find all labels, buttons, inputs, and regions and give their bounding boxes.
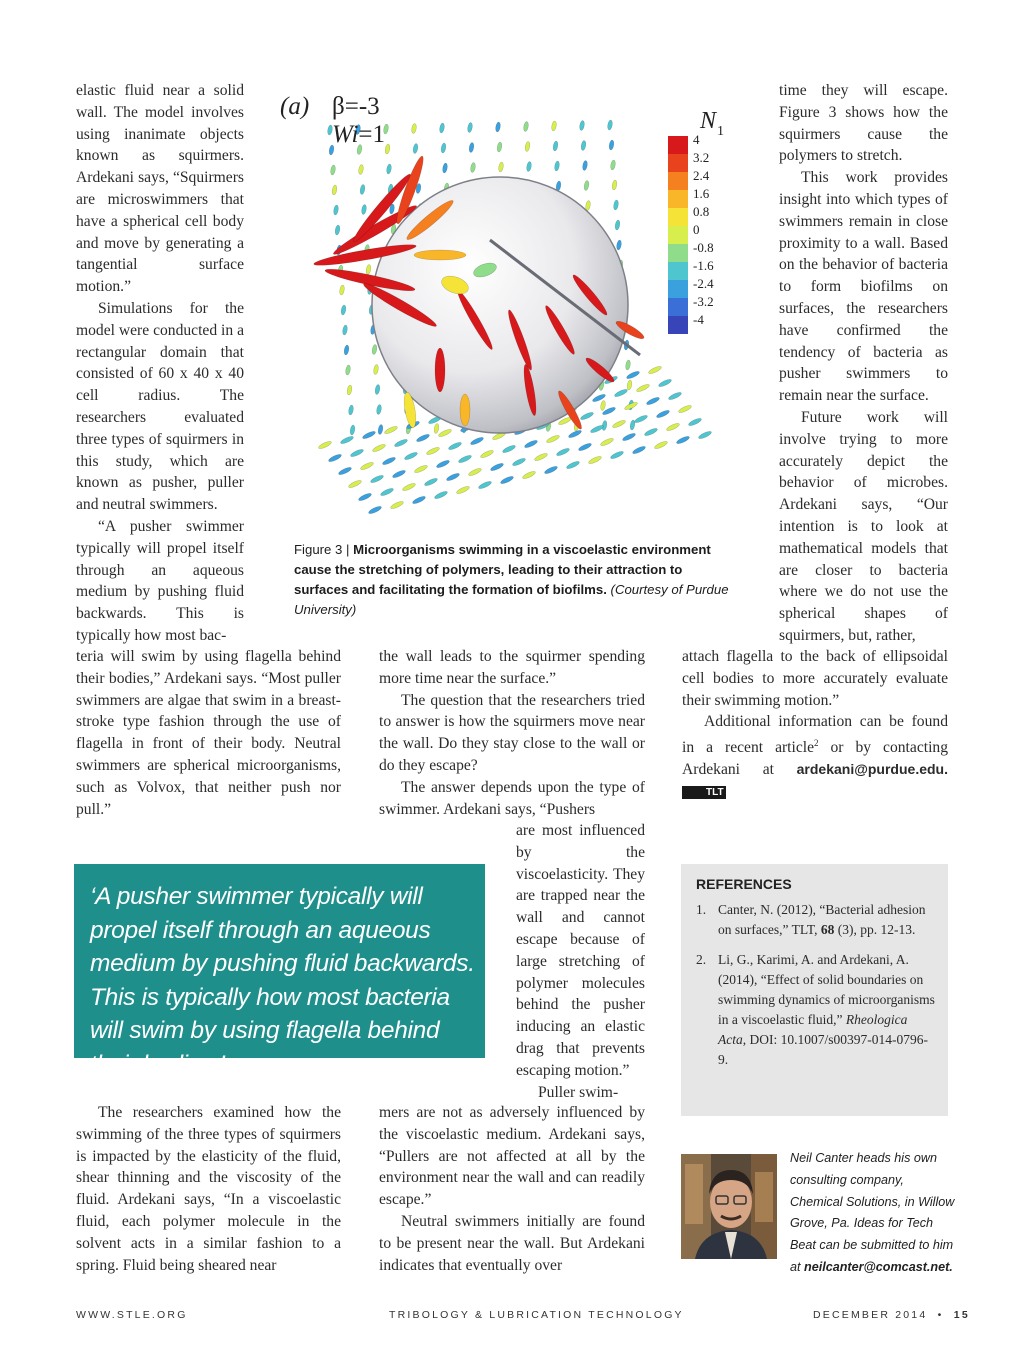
polymer-ellipsoid — [411, 123, 417, 134]
polymer-ellipsoid — [580, 140, 586, 151]
polymer-ellipsoid — [622, 432, 637, 442]
polymer-ellipsoid — [625, 360, 631, 371]
polymer-ellipsoid — [632, 445, 647, 455]
polymer-ellipsoid — [656, 409, 671, 419]
polymer-ellipsoid — [614, 220, 620, 231]
polymer-ellipsoid — [426, 446, 441, 456]
polymer-ellipsoid — [339, 285, 345, 296]
polymer-ellipsoid — [333, 205, 339, 216]
paragraph: Simulations for the model were conducted in a rectangular domain that consisted of 60 x 40 x 40 cell radius. The researchers evaluated three types of squirmers in this study, which are known as pusher, puller and neutral swimmers. — [76, 299, 244, 514]
polymer-ellipsoid — [502, 444, 517, 454]
paragraph: are most influenced by the viscoelasticity. They are trapped near the wall and cannot escape because of large stretching of polymer molecules behind the pusher inducing an elastic drag that prevents escaping motion.” — [516, 822, 645, 1079]
colorbar-swatch — [668, 136, 688, 154]
polymer-ellipsoid — [498, 162, 504, 173]
colorbar-tick-label: -4 — [693, 312, 704, 327]
caption-title: Microorganisms swimming in a viscoelastic environment cause the stretching of polymers, leading to their attraction to surfaces and facilitating the formation of biofilms. — [294, 542, 711, 597]
polymer-ellipsoid — [424, 477, 439, 487]
polymer-ellipsoid — [512, 457, 527, 467]
reference-item: 2. Li, G., Karimi, A. and Ardekani, A. (2014), “Effect of solid boundaries on swimming dynamics of microorganisms in a viscoelastic fluid,” Rheologica Acta, DOI: 10.1007/s00397-014-0796-9. — [696, 952, 935, 1067]
right-column-bottom — [682, 646, 948, 803]
polymer-ellipsoid — [390, 500, 405, 510]
polymer-ellipsoid — [433, 423, 439, 434]
polymer-ellipsoid — [412, 143, 418, 154]
polymer-ellipsoid — [392, 469, 407, 479]
polymer-ellipsoid — [500, 475, 515, 485]
polymer-ellipsoid — [688, 417, 703, 427]
colorbar-tick-label: 3.2 — [693, 150, 710, 165]
colorbar-tick-label: 4 — [693, 132, 700, 147]
polymer-ellipsoid — [654, 440, 669, 450]
polymer-ellipsoid — [345, 365, 351, 376]
polymer-ellipsoid — [402, 482, 417, 492]
colorbar-swatch — [668, 226, 688, 244]
polymer-ellipsoid — [412, 495, 427, 505]
paragraph: mers are not as adversely influenced by the viscoelastic medium. Ardekani says, “Pullers are not affected at all by the environment near the wall and can readily escape.” — [379, 1104, 645, 1209]
polymer-ellipsoid — [362, 430, 377, 440]
paragraph: The researchers examined how the swimming of the three types of squirmers is impacted by the elasticity of the fluid, shear thinning and the viscosity of the fluid. Ardekani says, “In a viscoelastic fluid, each polymer molecule in the solvent acts in a similar fashion to a spring. Fluid being sheared near — [76, 1104, 341, 1274]
middle-column-top — [379, 646, 645, 820]
squirmer-simulation-image — [270, 80, 745, 530]
figure-label: Figure 3 | — [294, 542, 350, 557]
polymer-ellipsoid — [434, 490, 449, 500]
paragraph: “A pusher swimmer typically will propel itself through an aqueous medium by pushing fluid backwards. This is typically how most bac- — [76, 517, 244, 644]
polymer-ellipsoid — [458, 454, 473, 464]
polymer-ellipsoid — [526, 161, 532, 172]
paragraph: attach flagella to the back of ellipsoidal cell bodies to more accurately evaluate their swimming motion.” — [682, 648, 948, 709]
polymer-ellipsoid — [636, 383, 651, 393]
polymer-ellipsoid — [414, 464, 429, 474]
polymer-ellipsoid — [524, 439, 539, 449]
polymer-ellipsoid — [376, 404, 382, 415]
colorbar-swatch — [668, 280, 688, 298]
paragraph: The question that the researchers tried to answer is how the squirmers move near the wall. Do they stay close to the wall or do they escape? — [379, 691, 645, 774]
polymer-ellipsoid — [350, 448, 365, 458]
polymer-ellipsoid — [666, 422, 681, 432]
bio-email-link[interactable]: neilcanter@comcast.net. — [804, 1259, 953, 1274]
left-column-middle — [76, 646, 341, 820]
polymer-ellipsoid — [342, 325, 348, 336]
polymer-ellipsoid — [648, 365, 663, 375]
polymer-ellipsoid — [552, 141, 558, 152]
polymer-ellipsoid — [496, 142, 502, 153]
paragraph: teria will swim by using flagella behind their bodies,” Ardekani says. “Most puller swimmers are algae that swim in a breast-stroke type fashion through the use of flagella in front of their body. Neutral swimmers are spherical microorganisms, such as Volvox, that neither push nor pull.” — [76, 648, 341, 818]
polymer-ellipsoid — [616, 240, 622, 251]
polymer-ellipsoid — [365, 264, 371, 275]
colorbar-tick-label: -1.6 — [693, 258, 714, 273]
references-heading: REFERENCES — [696, 876, 792, 892]
panel-label: (a) — [280, 93, 310, 120]
polymer-ellipsoid — [348, 405, 354, 416]
colorbar-tick-label: 2.4 — [693, 168, 710, 183]
colorbar-title-subscript: 1 — [717, 124, 724, 139]
polymer-ellipsoid — [360, 461, 375, 471]
colorbar-title: N — [700, 108, 717, 134]
colorbar-swatch — [668, 190, 688, 208]
polymer-ellipsoid — [372, 443, 387, 453]
polymer-ellipsoid — [468, 467, 483, 477]
polymer-ellipsoid — [348, 479, 363, 489]
middle-column-narrow — [516, 820, 645, 1103]
polymer-ellipsoid — [580, 411, 595, 421]
polymer-ellipsoid — [676, 435, 691, 445]
polymer-ellipsoid — [338, 466, 353, 476]
middle-column-bottom — [379, 1102, 645, 1276]
polymer-ellipsoid — [582, 160, 588, 171]
polymer-ellipsoid — [610, 160, 616, 171]
polymer-ellipsoid — [448, 441, 463, 451]
polymer-ellipsoid — [626, 370, 641, 380]
polymer-ellipsoid — [358, 164, 364, 175]
polymer-ellipsoid — [490, 462, 505, 472]
polymer-ellipsoid — [613, 200, 619, 211]
polymer-ellipsoid — [634, 414, 649, 424]
polymer-ellipsoid — [374, 384, 380, 395]
polymer-ellipsoid — [438, 428, 453, 438]
polymer-ellipsoid — [373, 364, 379, 375]
polymer-ellipsoid — [359, 184, 365, 195]
paragraph: Neutral swimmers initially are found to be present near the wall. But Ardekani indicates that eventually over — [379, 1212, 645, 1274]
colorbar-tick-label: 1.6 — [693, 186, 710, 201]
figure-caption — [294, 540, 734, 620]
polymer-ellipsoid — [331, 185, 337, 196]
polymer-ellipsoid — [328, 453, 343, 463]
polymer-ellipsoid — [414, 250, 466, 260]
polymer-ellipsoid — [583, 180, 589, 191]
colorbar-tick-label: -2.4 — [693, 276, 714, 291]
polymer-ellipsoid — [600, 400, 606, 411]
polymer-ellipsoid — [646, 396, 661, 406]
polymer-ellipsoid — [386, 164, 392, 175]
figure-3 — [270, 80, 745, 530]
polymer-ellipsoid — [382, 456, 397, 466]
page-number: 15 — [953, 1309, 970, 1321]
polymer-ellipsoid — [394, 438, 409, 448]
colorbar-tick-label: 0.8 — [693, 204, 710, 219]
polymer-ellipsoid — [456, 485, 471, 495]
polymer-ellipsoid — [442, 163, 448, 174]
left-column-top — [76, 80, 244, 647]
colorbar-tick-label: -0.8 — [693, 240, 714, 255]
polymer-ellipsoid — [579, 120, 585, 131]
polymer-ellipsoid — [346, 385, 352, 396]
polymer-ellipsoid — [698, 430, 713, 440]
colorbar-swatch — [668, 154, 688, 172]
polymer-ellipsoid — [626, 380, 632, 391]
polymer-ellipsoid — [371, 344, 377, 355]
polymer-ellipsoid — [495, 122, 501, 133]
polymer-ellipsoid — [361, 204, 367, 215]
polymer-ellipsoid — [380, 487, 395, 497]
colorbar-swatch — [668, 298, 688, 316]
polymer-ellipsoid — [368, 505, 383, 515]
polymer-ellipsoid — [384, 144, 390, 155]
left-column-lower — [76, 1102, 341, 1276]
polymer-ellipsoid — [343, 345, 349, 356]
polymer-ellipsoid — [534, 452, 549, 462]
polymer-ellipsoid — [470, 162, 476, 173]
footer-website[interactable]: WWW.STLE.ORG — [76, 1309, 188, 1321]
polymer-ellipsoid — [436, 459, 451, 469]
colorbar-swatch — [668, 244, 688, 262]
polymer-ellipsoid — [600, 437, 615, 447]
polymer-ellipsoid — [551, 121, 557, 132]
colorbar-swatch — [668, 208, 688, 226]
polymer-ellipsoid — [566, 460, 581, 470]
paragraph: The answer depends upon the type of swimmer. Ardekani says, “Pushers — [379, 778, 645, 818]
polymer-ellipsoid — [544, 465, 559, 475]
polymer-ellipsoid — [678, 404, 693, 414]
references-list — [696, 900, 936, 1080]
polymer-ellipsoid — [370, 474, 385, 484]
reference-item: 1. Canter, N. (2012), “Bacterial adhesion on surfaces,” TLT, 68 (3), pp. 12-13. — [696, 902, 926, 937]
polymer-ellipsoid — [404, 451, 419, 461]
polymer-ellipsoid — [668, 391, 683, 401]
polymer-ellipsoid — [611, 180, 617, 191]
paragraph: This work provides insight into which types of swimmers remain in close proximity to a wall. Based on the behavior of bacteria to form biofilms on surfaces, the researchers have confirmed the tendency of bacteria as pusher swimmers to remain near the surface. — [779, 169, 948, 405]
polymer-ellipsoid — [416, 433, 431, 443]
bio-text: Neil Canter heads his own consulting company, Chemical Solutions, in Willow Grove, Pa. Ideas for Tech Beat can be submitted to him at — [790, 1151, 955, 1274]
polymer-ellipsoid — [440, 143, 446, 154]
polymer-ellipsoid — [522, 470, 537, 480]
polymer-ellipsoid — [330, 165, 336, 176]
polymer-ellipsoid — [384, 425, 399, 435]
polymer-ellipsoid — [658, 378, 673, 388]
polymer-ellipsoid — [358, 492, 373, 502]
polymer-ellipsoid — [377, 424, 383, 435]
polymer-ellipsoid — [554, 161, 560, 172]
email-link[interactable]: ardekani@purdue.edu. — [796, 761, 948, 778]
polymer-ellipsoid — [340, 435, 355, 445]
colorbar-swatch — [668, 316, 688, 334]
footer-issue: DECEMBER 2014 • 15 — [813, 1309, 970, 1321]
wi-parameter: Wi=1 — [332, 121, 386, 148]
polymer-ellipsoid — [578, 442, 593, 452]
footer-publication: TRIBOLOGY & LUBRICATION TECHNOLOGY — [389, 1309, 684, 1321]
author-bio — [790, 1148, 955, 1279]
polymer-ellipsoid — [349, 425, 355, 436]
polymer-ellipsoid — [340, 305, 346, 316]
polymer-ellipsoid — [334, 225, 340, 236]
polymer-ellipsoid — [439, 123, 445, 134]
paragraph: Additional information can be found in a recent article$^2$ or by contacting Ardekani at ardekani@purdue.edu. TLT — [682, 713, 948, 798]
colorbar-swatch — [668, 262, 688, 280]
polymer-ellipsoid — [588, 455, 603, 465]
paragraph: elastic fluid near a solid wall. The model involves using inanimate objects known as squirmers. Ardekani says, “Squirmers are microswimmers that have a spherical cell body and move by generating a tangential surface motion.” — [76, 82, 244, 296]
polymer-ellipsoid — [478, 480, 493, 490]
pull-quote-text: ‘A pusher swimmer typically will propel itself through an aqueous medium by pushing fluid backwards. This is typically how most bacteria will swim by using flagella behind their bodies.’ — [90, 883, 475, 1078]
tlt-end-mark: TLT — [682, 786, 726, 799]
polymer-ellipsoid — [468, 142, 474, 153]
squirmer-sphere — [372, 177, 628, 433]
colorbar-legend — [668, 132, 714, 334]
paragraph: time they will escape. Figure 3 shows how the squirmers cause the polymers to stretch. — [779, 82, 948, 165]
polymer-ellipsoid — [556, 447, 571, 457]
colorbar-swatch — [668, 172, 688, 190]
colorbar-tick-label: 0 — [693, 222, 700, 237]
polymer-ellipsoid — [610, 450, 625, 460]
citation-superscript: 2 — [814, 738, 819, 749]
polymer-ellipsoid — [644, 427, 659, 437]
references-box — [681, 864, 948, 1116]
polymer-ellipsoid — [523, 121, 529, 132]
polymer-ellipsoid — [446, 472, 461, 482]
polymer-ellipsoid — [435, 348, 445, 392]
polymer-ellipsoid — [607, 120, 613, 131]
right-column-top — [779, 80, 948, 647]
polymer-ellipsoid — [608, 140, 614, 151]
beta-parameter: β=-3 — [332, 93, 380, 120]
polymer-ellipsoid — [460, 394, 470, 426]
polymer-ellipsoid — [546, 434, 561, 444]
polymer-ellipsoid — [612, 419, 627, 429]
polymer-ellipsoid — [318, 440, 333, 450]
polymer-ellipsoid — [524, 141, 530, 152]
paragraph: Puller swim- — [538, 1083, 619, 1101]
polymer-ellipsoid — [614, 388, 629, 398]
caption-credit: (Courtesy of Purdue University) — [294, 582, 729, 617]
paragraph: the wall leads to the squirmer spending more time near the surface.” — [379, 648, 645, 687]
polymer-ellipsoid — [467, 122, 473, 133]
author-photo — [681, 1154, 777, 1259]
polymer-ellipsoid — [470, 436, 485, 446]
pull-quote-box — [74, 864, 485, 1078]
colorbar-tick-label: -3.2 — [693, 294, 714, 309]
polymer-ellipsoid — [480, 449, 495, 459]
paragraph: Future work will involve trying to more accurately depict the behavior of microbes. Ardekani says, “Our intention is to look at mathematical models that are closer to bacteria where we do not use the spherical shapes of squirmers, but, rather, — [779, 408, 948, 644]
